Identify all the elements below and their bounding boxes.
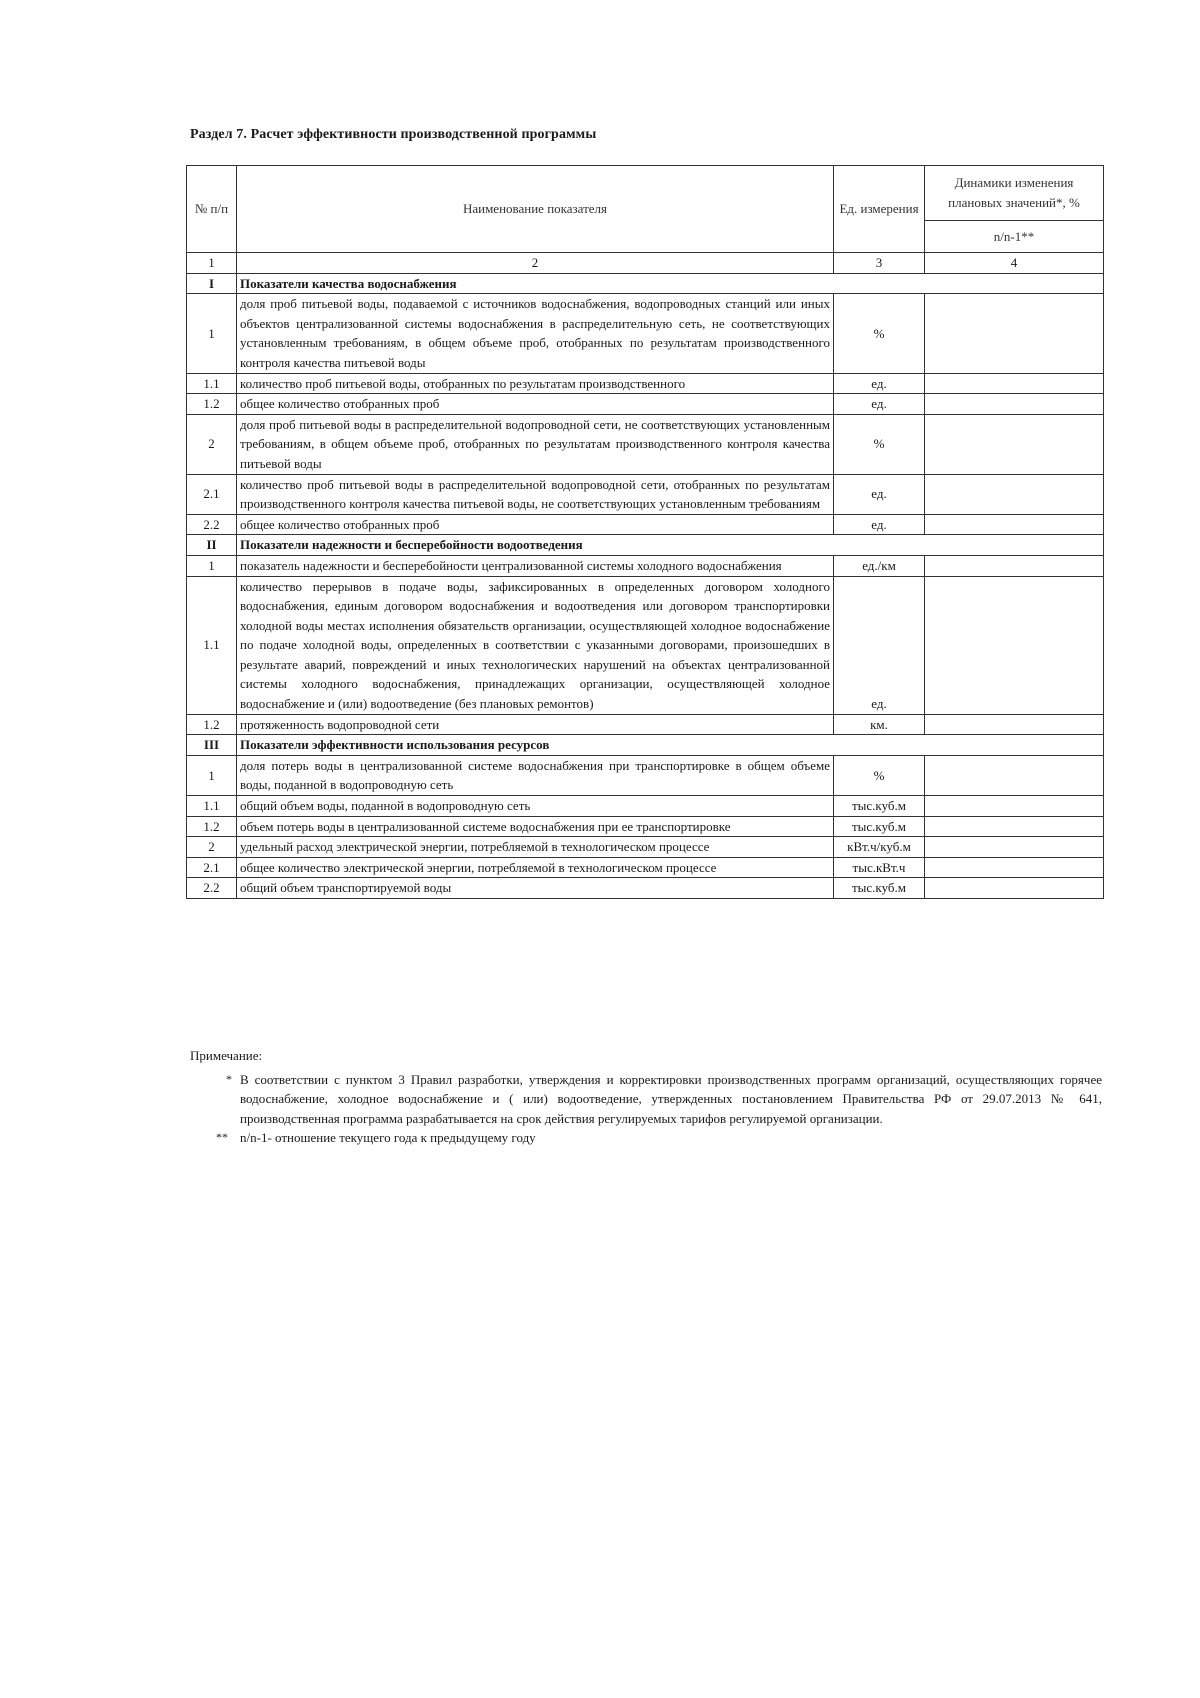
unit-of-measure: тыс.кВт.ч — [834, 857, 925, 878]
table-row — [187, 816, 1104, 837]
table-row — [187, 474, 1104, 514]
table-row — [187, 857, 1104, 878]
dynamics-value — [925, 878, 1104, 899]
header-unit: Ед. измерения — [834, 166, 925, 253]
indicator-name: количество перерывов в подаче воды, зафиксированных в определенных договором холодного водоснабжения, единым договором водоснабжения и водоотведения или договором транспортировки холодной воды местах исполнения обязательств организации, осуществляющей холодное водоснабжение по подаче холодной воды, определенных в соответствии с указанными договорами, произошедших в результате аварий, повреждений и иных технологических нарушений на объектах централизованной системы холодного водоснабжения, принадлежащих организации, осуществляющей холодное водоснабжение и (или) водоотведение (без плановых ремонтов) — [237, 576, 834, 714]
unit-of-measure: % — [834, 414, 925, 474]
table-header-row — [187, 166, 1104, 221]
row-number: 1.2 — [187, 816, 237, 837]
dynamics-value — [925, 837, 1104, 858]
unit-of-measure: % — [834, 755, 925, 795]
table-row — [187, 414, 1104, 474]
footnote-mark: * — [226, 1071, 232, 1086]
section-row — [187, 735, 1104, 756]
indicator-name: общий объем транспортируемой воды — [237, 878, 834, 899]
dynamics-value — [925, 294, 1104, 373]
indicator-name: объем потерь воды в централизованной системе водоснабжения при ее транспортировке — [237, 816, 834, 837]
dynamics-value — [925, 373, 1104, 394]
table-row — [187, 394, 1104, 415]
unit-of-measure: тыс.куб.м — [834, 816, 925, 837]
row-number: 1.1 — [187, 796, 237, 817]
unit-of-measure: ед. — [834, 514, 925, 535]
footnote-mark: ** — [216, 1130, 228, 1144]
header-name: Наименование показателя — [237, 166, 834, 253]
unit-of-measure: ед./км — [834, 555, 925, 576]
row-number: 1 — [187, 294, 237, 373]
row-number: 2 — [187, 837, 237, 858]
indicator-name: общее количество электрической энергии, потребляемой в технологическом процессе — [237, 857, 834, 878]
table-row — [187, 837, 1104, 858]
row-number: 1.2 — [187, 394, 237, 415]
dynamics-value — [925, 816, 1104, 837]
row-number: 2.1 — [187, 857, 237, 878]
section-title: Показатели эффективности использования ресурсов — [237, 735, 1104, 756]
unit-of-measure: тыс.куб.м — [834, 796, 925, 817]
section-row — [187, 273, 1104, 294]
dynamics-value — [925, 555, 1104, 576]
column-number: 4 — [925, 253, 1104, 274]
row-number: 2.2 — [187, 514, 237, 535]
dynamics-value — [925, 857, 1104, 878]
column-number: 1 — [187, 253, 237, 274]
table-row — [187, 294, 1104, 373]
unit-of-measure: ед. — [834, 576, 925, 714]
dynamics-value — [925, 414, 1104, 474]
section-title: Показатели надежности и бесперебойности водоотведения — [237, 535, 1104, 556]
header-dynamics: Динамики изменения плановых значений*, % — [925, 166, 1104, 221]
row-number: 1.1 — [187, 576, 237, 714]
section-number: II — [187, 535, 237, 556]
footnote-text: n/n-1- отношение текущего года к предыдущему году — [240, 1130, 536, 1145]
indicator-name: доля проб питьевой воды в распределительной водопроводной сети, не соответствующих установленным требованиям, в общем объеме проб, отобранных по результатам производственного контроля качества питьевой воды — [237, 414, 834, 474]
row-number: 1 — [187, 755, 237, 795]
efficiency-table — [186, 165, 1104, 899]
dynamics-value — [925, 394, 1104, 415]
table-row — [187, 555, 1104, 576]
footnote-1 — [190, 1070, 1102, 1129]
unit-of-measure: тыс.куб.м — [834, 878, 925, 899]
unit-of-measure: кВт.ч/куб.м — [834, 837, 925, 858]
indicator-name: удельный расход электрической энергии, потребляемой в технологическом процессе — [237, 837, 834, 858]
dynamics-value — [925, 514, 1104, 535]
dynamics-value — [925, 755, 1104, 795]
section-title: Показатели качества водоснабжения — [237, 273, 1104, 294]
indicator-name: количество проб питьевой воды в распределительной водопроводной сети, отобранных по результатам производственного контроля качества питьевой воды, не соответствующих установленным требованиям — [237, 474, 834, 514]
notes-label: Примечание: — [190, 1048, 263, 1063]
dynamics-value — [925, 576, 1104, 714]
section-row — [187, 535, 1104, 556]
footnote-2 — [190, 1128, 1102, 1148]
table-row — [187, 514, 1104, 535]
section-number: I — [187, 273, 237, 294]
header-dynamics-sub: n/n-1** — [925, 220, 1104, 252]
indicator-name: доля потерь воды в централизованной системе водоснабжения при транспортировке в общем объеме воды, поданной в водопроводную сеть — [237, 755, 834, 795]
unit-of-measure: ед. — [834, 373, 925, 394]
column-number: 2 — [237, 253, 834, 274]
table-row — [187, 755, 1104, 795]
table-row — [187, 714, 1104, 735]
indicator-name: количество проб питьевой воды, отобранных по результатам производственного — [237, 373, 834, 394]
unit-of-measure: ед. — [834, 394, 925, 415]
page-title: Раздел 7. Расчет эффективности производственной программы — [190, 127, 597, 142]
row-number: 1.1 — [187, 373, 237, 394]
header-num: № п/п — [187, 166, 237, 253]
row-number: 2.2 — [187, 878, 237, 899]
row-number: 2.1 — [187, 474, 237, 514]
table-row — [187, 878, 1104, 899]
indicator-name: доля проб питьевой воды, подаваемой с источников водоснабжения, водопроводных станций или иных объектов централизованной системы водоснабжения в распределительную сеть, не соответствующих установленным требованиям, в общем объеме проб, отобранных по результатам производственного контроля качества питьевой воды — [237, 294, 834, 373]
table-row — [187, 576, 1104, 714]
dynamics-value — [925, 474, 1104, 514]
table-row — [187, 796, 1104, 817]
notes-block — [190, 1046, 1102, 1148]
row-number: 2 — [187, 414, 237, 474]
row-number: 1 — [187, 555, 237, 576]
dynamics-value — [925, 796, 1104, 817]
footnote-text: В соответствии с пунктом 3 Правил разработки, утверждения и корректировки производственных программ организаций, осуществляющих горячее водоснабжение, холодное водоснабжение и ( или) водоотведение, утвержденных постановлением Правительства РФ от 29.07.2013 № 641, производственная программа разрабатывается на срок действия регулируемых тарифов регулируемой организации. — [240, 1071, 1102, 1126]
column-number: 3 — [834, 253, 925, 274]
unit-of-measure: км. — [834, 714, 925, 735]
indicator-name: общий объем воды, поданной в водопроводную сеть — [237, 796, 834, 817]
row-number: 1.2 — [187, 714, 237, 735]
dynamics-value — [925, 714, 1104, 735]
section-number: III — [187, 735, 237, 756]
indicator-name: общее количество отобранных проб — [237, 514, 834, 535]
unit-of-measure: ед. — [834, 474, 925, 514]
table-row — [187, 373, 1104, 394]
column-numbers-row — [187, 253, 1104, 274]
indicator-name: показатель надежности и бесперебойности централизованной системы холодного водоснабжения — [237, 555, 834, 576]
indicator-name: протяженность водопроводной сети — [237, 714, 834, 735]
indicator-name: общее количество отобранных проб — [237, 394, 834, 415]
unit-of-measure: % — [834, 294, 925, 373]
